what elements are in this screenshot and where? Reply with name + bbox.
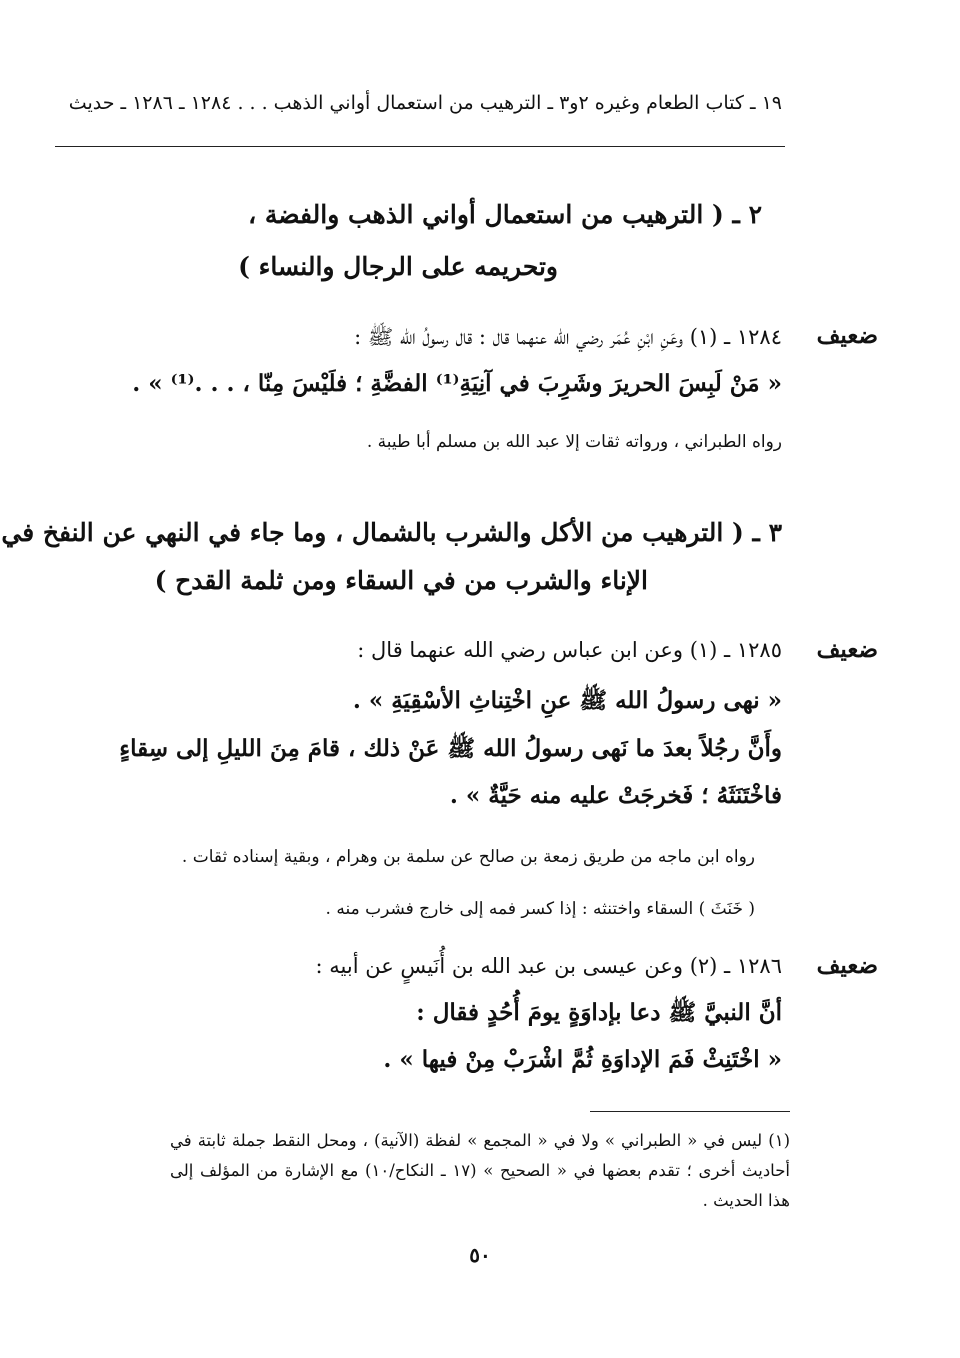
page-number: ٥٠ [469,1243,491,1267]
hadith-1285-line3: وأَنَّ رجُلاً بعدَ ما نَهى رسولُ الله ﷺ عَنْ ذلك ، قامَ مِنَ الليلِ إلى سِقاءٍ [119,735,782,762]
hadith-1286-grade: ضعيف [816,952,878,979]
hadith-1285-note1: رواه ابن ماجه من طريق زمعة بن صالح عن سلمة بن وهرام ، وبقية إسناده ثقات . [181,847,755,867]
hadith-1284-line2: « مَنْ لَبِسَ الحريرَ وشَرِبَ في آنِيَةِ⁽¹⁾ الفضَّةِ ؛ فلَيْسَ مِنّا ، . . .⁽¹⁾ » . [132,370,782,397]
section-3-title-line2: الإناء والشرب من في السقاء ومن ثلمة القدح ) [154,566,648,595]
hadith-1286-line3: « اخْتَنِثْ فَمَ الإداوَةِ ثُمَّ اشْرَبْ مِنْ فيها » . [383,1046,782,1073]
section-3-title-line1: ٣ ـ ( الترهيب من الأكل والشرب بالشمال ، وما جاء في النهي عن النفخ في [1,518,782,547]
section-2-title-line2: وتحريمه على الرجال والنساء ) [238,252,558,281]
footnote-text: (١) ليس في « الطبراني » ولا في « المجمع » لفظة (الآنية) ، ومحل النقط جملة ثابتة في أحاديث أخرى ؛ تقدم بعضها في « الصحيح » (١٧ ـ النكاح/١٠) مع الإشارة من المؤلف إلى هذا الحديث . [170,1131,790,1210]
footnote-rule [590,1111,790,1112]
hadith-1285-line4: فاخْتَنَثَهُ ؛ فَخرجَتْ عليه منه حَيَّةٌ » . [449,782,782,809]
hadith-1284-grade: ضعيف [816,322,878,349]
hadith-1286-line1: ١٢٨٦ ـ (٢) وعن عيسى بن عبد الله بن أُنَيسٍ عن أبيه : [315,954,782,978]
hadith-1285-line1: ١٢٨٥ ـ (١) وعن ابن عباس رضي الله عنهما قال : [357,638,782,662]
hadith-1286-line2: أنَّ النبيَّ ﷺ دعا بإداوَةٍ يومَ أُحُدٍ فقال : [416,999,782,1026]
header-rule [55,146,785,147]
section-2-title-line1: ٢ ـ ( الترهيب من استعمال أواني الذهب والفضة ، [248,200,762,229]
hadith-1284-note: رواه الطبراني ، ورواته ثقات إلا عبد الله بن مسلم أبا طيبة . [366,432,782,452]
hadith-1285-grade: ضعيف [816,636,878,663]
running-header: ١٩ ـ كتاب الطعام وغيره ٢و٣ ـ الترهيب من استعمال أواني الذهب . . . ١٢٨٤ ـ ١٢٨٦ ـ حديث [68,92,782,114]
hadith-1285-note2: ( خَنَثَ ) السقاء واختنثه : إذا كسر فمه إلى خارج فشرب منه . [325,899,755,919]
hadith-1285-line2: « نهى رسولُ الله ﷺ عنِ اخْتِناثِ الأسْقِيَةِ » . [352,687,782,714]
hadith-1284-line1: ١٢٨٤ ـ (١) وعَنِ ابْنِ عُمَر رضي الله عنهما قال : قال رسولُ الله ﷺ : [354,325,782,349]
